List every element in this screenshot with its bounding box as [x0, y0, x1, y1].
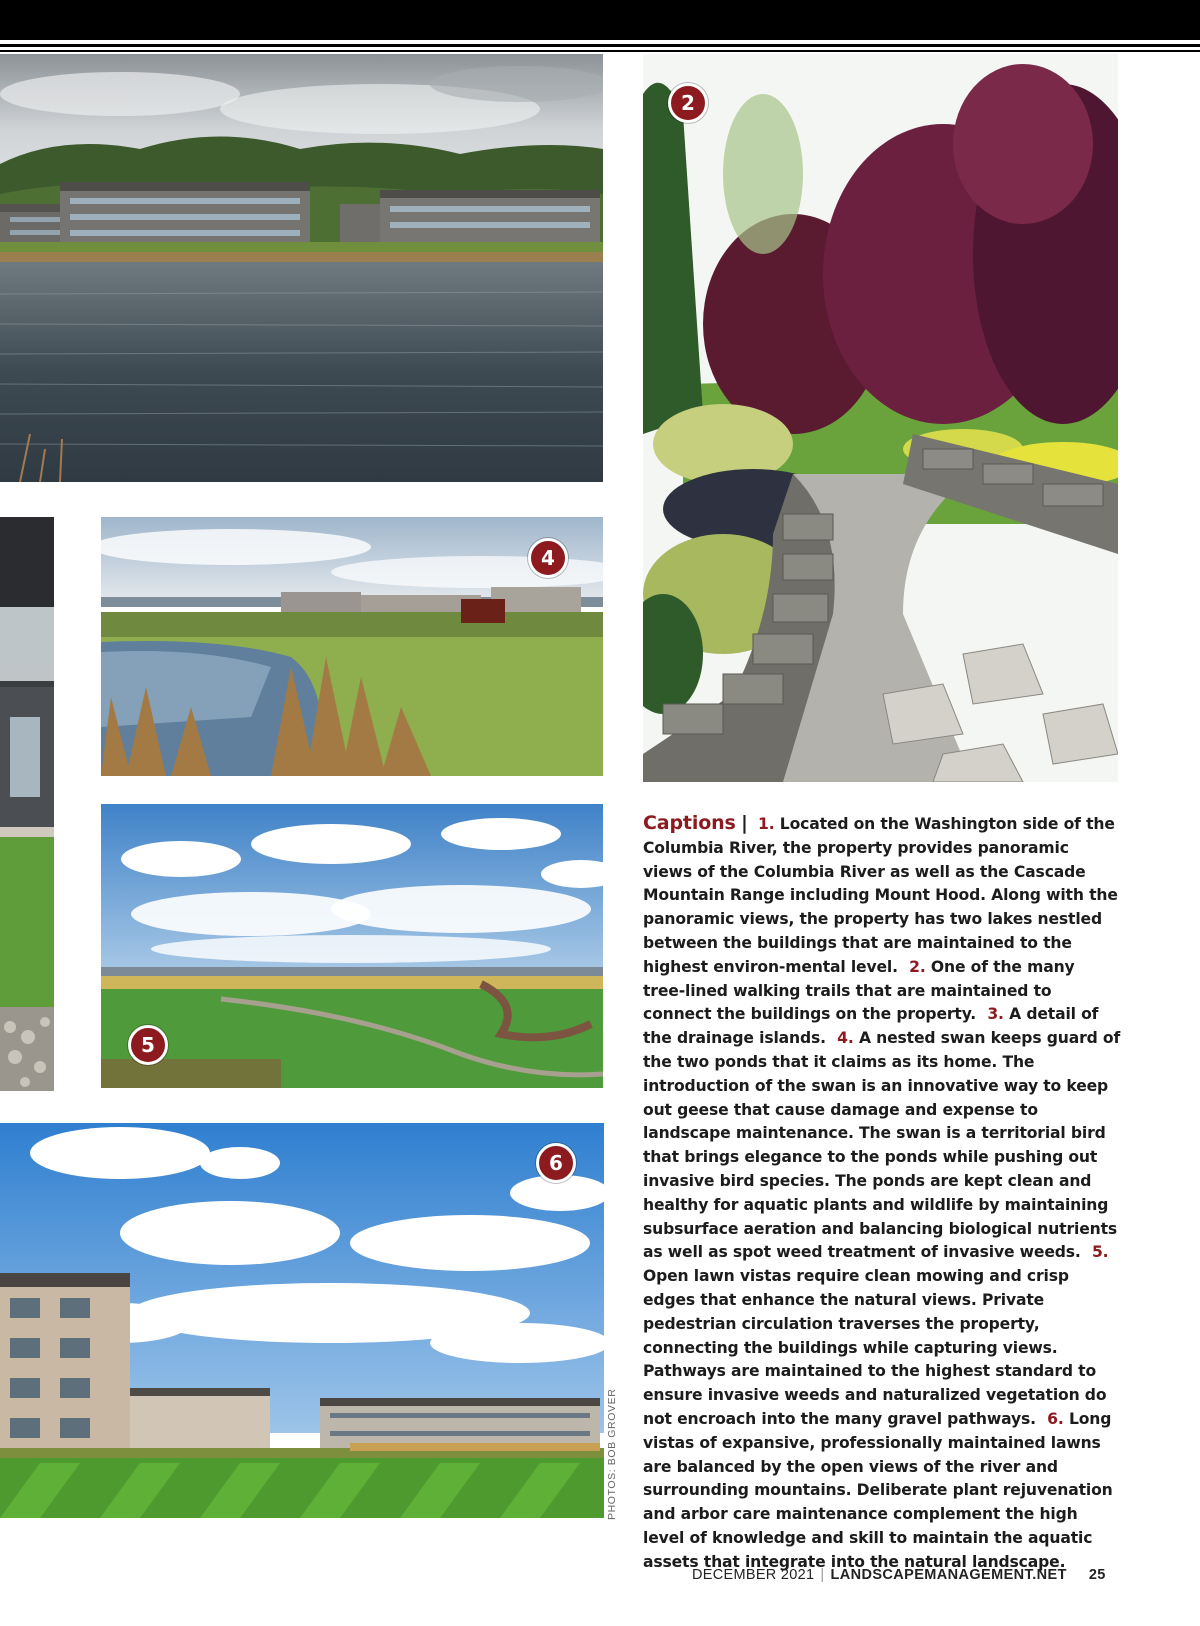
caption-number: 1. [758, 815, 775, 833]
photo-striped-lawn [0, 1123, 604, 1518]
caption-text: Long vistas of expansive, professionally maintained lawns are balanced by the open views of the river and surrounding mountains. Deliberate plant rejuvenation and arbor care maintenance complement the high level of knowledge and skill to maintain the aquatic assets that integrate into the natural landscape. [643, 1409, 1113, 1571]
captions-heading: Captions [643, 812, 736, 834]
photo-badge-4: 4 [528, 538, 568, 578]
top-rule-thin [0, 50, 1200, 52]
top-rule [0, 44, 1200, 47]
caption-number: 5. [1091, 1243, 1109, 1262]
caption-number: 3. [987, 1005, 1004, 1024]
page-number: 25 [1088, 1567, 1106, 1583]
caption-text: Located on the Washington side of the Columbia River, the property provides panoramic views of the Columbia River as well as the Cascade Mountain Range including Mount Hood. Along with the panoramic views, the property has two lakes nestled between the buildings that are maintained to the highest environ-mental level. [643, 815, 1118, 976]
photo-badge-6: 6 [536, 1143, 576, 1183]
photo-gravel-trail [643, 54, 1118, 782]
photo-lawn-vista [101, 804, 603, 1088]
page-footer [692, 1567, 1124, 1589]
caption-number: 4. [837, 1029, 854, 1048]
captions-separator: | [740, 812, 748, 834]
caption-text: One of the many tree-lined walking trails that are maintained to connect the buildings on the property. [643, 957, 1075, 1024]
photo-badge-2: 2 [668, 83, 708, 123]
caption-number: 6. [1047, 1409, 1064, 1428]
photo-lake-buildings [0, 54, 603, 482]
photo-credit: PHOTOS: BOB GROVER [606, 1388, 618, 1520]
caption-text: Open lawn vistas require clean mowing and crisp edges that enhance the natural views. Private pedestrian circulation traverses the property, connecting the buildings while capturing views. Pathways are maintained to the highest standard to ensure invasive weeds and naturalized vegetation do not encroach into the many gravel pathways. [643, 1267, 1107, 1428]
top-black-bar [0, 0, 1200, 40]
caption-number: 2. [909, 957, 926, 976]
caption-text: A detail of the drainage islands. [643, 1005, 1099, 1048]
photo-badge-5: 5 [128, 1025, 168, 1065]
photo-building-facade [0, 517, 54, 1091]
footer-separator: | [820, 1567, 825, 1583]
footer-site-link[interactable]: LANDSCAPEMANAGEMENT.NET [830, 1567, 1067, 1583]
caption-text: A nested swan keeps guard of the two ponds that it claims as its home. The introduction of the swan is an innovative way to keep out geese that cause damage and expense to landscape maintenance. The swan is a territorial bird that brings elegance to the ponds while pushing out invasive bird species. The ponds are kept clean and healthy for aquatic plants and wildlife by maintaining subsurface aeration and balancing biological nutrients as well as spot weed treatment of invasive weeds. [643, 1029, 1121, 1262]
footer-issue: DECEMBER 2021 [692, 1567, 815, 1583]
captions-block [643, 812, 1121, 1575]
